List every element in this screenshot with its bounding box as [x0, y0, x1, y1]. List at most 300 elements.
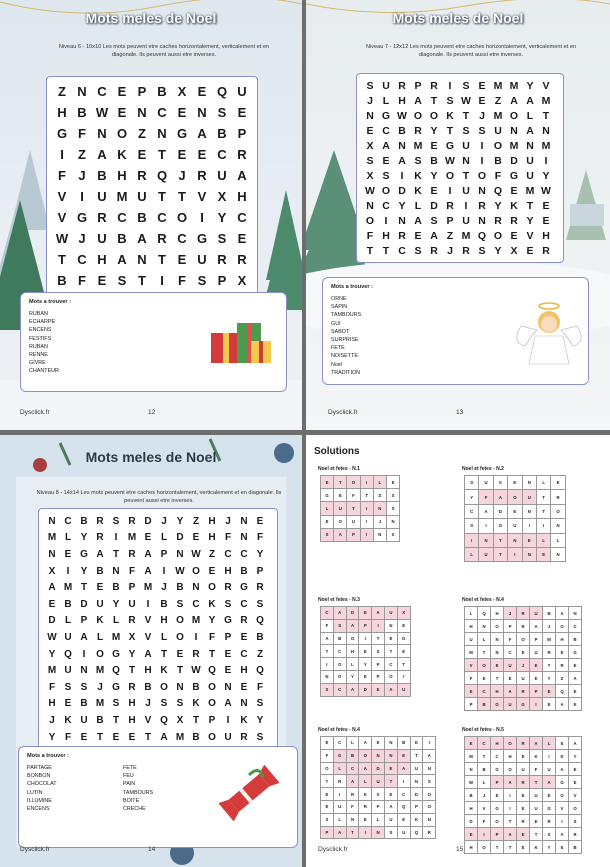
grid-cell[interactable]: X	[510, 244, 518, 257]
grid-cell[interactable]: I	[384, 214, 388, 227]
grid-cell[interactable]: E	[256, 515, 264, 527]
grid-cell[interactable]: R	[224, 582, 232, 594]
grid-cell[interactable]: O	[493, 139, 503, 152]
grid-cell[interactable]: E	[414, 229, 422, 242]
grid-cell[interactable]: I	[480, 154, 484, 167]
grid-cell[interactable]: A	[80, 631, 88, 643]
grid-cell[interactable]: Z	[494, 94, 502, 107]
grid-cell[interactable]: V	[197, 189, 207, 204]
grid-cell[interactable]: L	[414, 199, 422, 212]
grid-cell[interactable]: S	[217, 231, 227, 246]
grid-cell[interactable]: G	[112, 648, 120, 660]
grid-cell[interactable]: H	[128, 714, 136, 726]
grid-cell[interactable]: U	[494, 124, 502, 137]
grid-cell[interactable]: N	[176, 681, 184, 693]
grid-cell[interactable]: M	[541, 139, 551, 152]
grid-cell[interactable]: N	[366, 199, 374, 212]
grid-cell[interactable]: Y	[128, 648, 136, 660]
grid-cell[interactable]: S	[256, 731, 264, 743]
grid-cell[interactable]: M	[95, 665, 105, 677]
grid-cell[interactable]: K	[64, 714, 72, 726]
grid-cell[interactable]: O	[160, 681, 168, 693]
grid-cell[interactable]: O	[429, 109, 439, 122]
grid-cell[interactable]: O	[413, 109, 423, 122]
grid-cell[interactable]: R	[237, 252, 247, 267]
grid-cell[interactable]: H	[144, 665, 152, 677]
grid-cell[interactable]: P	[237, 126, 247, 141]
grid-cell[interactable]: W	[55, 231, 69, 246]
grid-cell[interactable]: G	[196, 231, 208, 246]
grid-cell[interactable]: W	[541, 184, 551, 197]
grid-cell[interactable]: A	[144, 648, 152, 660]
grid-cell[interactable]: E	[510, 229, 518, 242]
grid-cell[interactable]: B	[176, 582, 184, 594]
grid-cell[interactable]: S	[366, 154, 374, 167]
grid-cell[interactable]: V	[57, 210, 67, 225]
grid-cell[interactable]: S	[256, 698, 264, 710]
grid-cell[interactable]: E	[542, 199, 550, 212]
grid-cell[interactable]: S	[176, 698, 184, 710]
grid-cell[interactable]: I	[464, 199, 468, 212]
grid-cell[interactable]: N	[542, 124, 550, 137]
grid-cell[interactable]: G	[224, 615, 232, 627]
grid-cell[interactable]: G	[445, 139, 455, 152]
grid-cell[interactable]: R	[97, 210, 107, 225]
grid-cell[interactable]: E	[112, 731, 120, 743]
grid-cell[interactable]: K	[414, 184, 422, 197]
grid-cell[interactable]: Y	[494, 244, 502, 257]
grid-cell[interactable]: G	[76, 210, 88, 225]
grid-cell[interactable]: M	[493, 109, 503, 122]
grid-cell[interactable]: V	[144, 615, 152, 627]
grid-cell[interactable]: V	[144, 714, 152, 726]
grid-cell[interactable]: Q	[477, 229, 487, 242]
grid-cell[interactable]: N	[240, 532, 248, 544]
grid-cell[interactable]: N	[192, 582, 200, 594]
grid-cell[interactable]: Y	[217, 210, 227, 225]
grid-cell[interactable]: B	[160, 598, 168, 610]
grid-cell[interactable]: J	[49, 714, 55, 726]
grid-cell[interactable]: M	[127, 532, 137, 544]
grid-cell[interactable]: Q	[208, 665, 216, 677]
grid-cell[interactable]: E	[177, 252, 187, 267]
grid-cell[interactable]: D	[398, 184, 406, 197]
grid-cell[interactable]: C	[97, 84, 107, 99]
grid-cell[interactable]: Z	[78, 147, 86, 162]
grid-cell[interactable]: K	[192, 698, 200, 710]
grid-cell[interactable]: B	[192, 731, 200, 743]
grid-cell[interactable]: N	[137, 105, 147, 120]
grid-cell[interactable]: P	[128, 582, 136, 594]
grid-cell[interactable]: N	[224, 681, 232, 693]
grid-cell[interactable]: F	[256, 532, 264, 544]
grid-cell[interactable]: X	[128, 631, 136, 643]
grid-cell[interactable]: N	[80, 665, 88, 677]
grid-cell[interactable]: N	[240, 698, 248, 710]
grid-cell[interactable]: U	[237, 84, 247, 99]
grid-cell[interactable]: N	[137, 252, 147, 267]
grid-cell[interactable]: N	[478, 184, 486, 197]
grid-cell[interactable]: J	[447, 244, 453, 257]
grid-cell[interactable]: T	[158, 252, 166, 267]
grid-cell[interactable]: U	[217, 168, 227, 183]
grid-cell[interactable]: H	[382, 229, 390, 242]
grid-cell[interactable]: K	[208, 598, 216, 610]
grid-cell[interactable]: O	[381, 184, 391, 197]
grid-cell[interactable]: Y	[256, 714, 264, 726]
grid-cell[interactable]: C	[217, 147, 227, 162]
grid-cell[interactable]: I	[200, 210, 204, 225]
grid-cell[interactable]: J	[225, 515, 231, 527]
grid-cell[interactable]: S	[217, 105, 227, 120]
grid-cell[interactable]: E	[237, 231, 247, 246]
grid-cell[interactable]: B	[144, 681, 152, 693]
grid-cell[interactable]: Q	[156, 168, 168, 183]
grid-cell[interactable]: E	[240, 681, 248, 693]
grid-cell[interactable]: H	[208, 532, 216, 544]
grid-cell[interactable]: T	[446, 124, 454, 137]
grid-cell[interactable]: Y	[48, 731, 56, 743]
grid-cell[interactable]: L	[96, 631, 104, 643]
grid-cell[interactable]: Y	[430, 124, 438, 137]
grid-cell[interactable]: D	[48, 615, 56, 627]
grid-cell[interactable]: A	[48, 582, 56, 594]
grid-cell[interactable]: L	[160, 631, 168, 643]
grid-cell[interactable]: E	[48, 598, 56, 610]
grid-cell[interactable]: Q	[216, 84, 228, 99]
grid-cell[interactable]: Q	[256, 615, 264, 627]
grid-cell[interactable]: T	[382, 244, 390, 257]
grid-cell[interactable]: E	[366, 124, 374, 137]
grid-cell[interactable]: K	[160, 665, 168, 677]
grid-cell[interactable]: U	[64, 665, 72, 677]
grid-cell[interactable]: R	[542, 244, 550, 257]
grid-cell[interactable]: N	[77, 84, 87, 99]
grid-cell[interactable]: S	[366, 79, 374, 92]
grid-cell[interactable]: B	[96, 565, 104, 577]
grid-cell[interactable]: Y	[48, 648, 56, 660]
grid-cell[interactable]: R	[462, 244, 470, 257]
grid-cell[interactable]: D	[144, 515, 152, 527]
grid-cell[interactable]: B	[137, 210, 147, 225]
grid-cell[interactable]: W	[175, 565, 185, 577]
grid-cell[interactable]: S	[414, 244, 422, 257]
grid-cell[interactable]: D	[510, 154, 518, 167]
grid-cell[interactable]: C	[398, 244, 406, 257]
grid-cell[interactable]: E	[382, 154, 390, 167]
grid-cell[interactable]: O	[493, 229, 503, 242]
grid-cell[interactable]: E	[478, 79, 486, 92]
grid-cell[interactable]: B	[256, 631, 264, 643]
grid-cell[interactable]: C	[382, 199, 390, 212]
grid-cell[interactable]: X	[237, 273, 247, 288]
grid-cell[interactable]: E	[97, 273, 107, 288]
grid-cell[interactable]: I	[400, 169, 404, 182]
grid-cell[interactable]: R	[237, 147, 247, 162]
grid-cell[interactable]: S	[430, 214, 438, 227]
grid-cell[interactable]: H	[237, 189, 247, 204]
grid-cell[interactable]: B	[80, 698, 88, 710]
grid-cell[interactable]: Y	[176, 515, 184, 527]
grid-cell[interactable]: W	[95, 105, 109, 120]
grid-cell[interactable]: R	[197, 168, 207, 183]
grid-cell[interactable]: C	[240, 648, 248, 660]
grid-cell[interactable]: S	[197, 273, 207, 288]
grid-cell[interactable]: S	[160, 698, 168, 710]
grid-cell[interactable]: X	[177, 84, 187, 99]
grid-cell[interactable]: Q	[493, 184, 503, 197]
grid-cell[interactable]: S	[80, 681, 88, 693]
grid-cell[interactable]: A	[526, 94, 534, 107]
grid-cell[interactable]: N	[48, 515, 56, 527]
grid-cell[interactable]: P	[414, 79, 422, 92]
grid-cell[interactable]: F	[128, 565, 136, 577]
grid-cell[interactable]: T	[128, 665, 136, 677]
grid-cell[interactable]: U	[526, 154, 534, 167]
grid-cell[interactable]: R	[128, 615, 136, 627]
grid-cell[interactable]: K	[117, 147, 127, 162]
grid-cell[interactable]: A	[144, 548, 152, 560]
grid-cell[interactable]: T	[138, 273, 146, 288]
grid-cell[interactable]: X	[366, 139, 374, 152]
grid-cell[interactable]: M	[175, 731, 185, 743]
grid-cell[interactable]: T	[158, 147, 166, 162]
grid-cell[interactable]: T	[58, 252, 66, 267]
grid-cell[interactable]: E	[96, 582, 104, 594]
grid-cell[interactable]: S	[64, 681, 72, 693]
grid-cell[interactable]: E	[224, 648, 232, 660]
grid-cell[interactable]: R	[510, 214, 518, 227]
grid-cell[interactable]: P	[208, 714, 216, 726]
grid-cell[interactable]: A	[237, 168, 247, 183]
grid-cell[interactable]: F	[256, 681, 264, 693]
grid-cell[interactable]: A	[197, 126, 207, 141]
grid-cell[interactable]: E	[64, 698, 72, 710]
grid-cell[interactable]: N	[526, 139, 534, 152]
grid-cell[interactable]: M	[111, 631, 121, 643]
grid-cell[interactable]: N	[398, 139, 406, 152]
grid-cell[interactable]: B	[57, 273, 67, 288]
grid-cell[interactable]: D	[430, 199, 438, 212]
grid-cell[interactable]: J	[367, 94, 373, 107]
grid-cell[interactable]: K	[510, 199, 518, 212]
grid-cell[interactable]: I	[162, 565, 166, 577]
grid-cell[interactable]: C	[224, 548, 232, 560]
grid-cell[interactable]: N	[157, 126, 167, 141]
grid-cell[interactable]: S	[176, 598, 184, 610]
grid-cell[interactable]: Z	[256, 648, 264, 660]
grid-cell[interactable]: R	[192, 648, 200, 660]
grid-cell[interactable]: R	[96, 532, 104, 544]
grid-cell[interactable]: C	[382, 124, 390, 137]
grid-cell[interactable]: E	[177, 147, 187, 162]
grid-cell[interactable]: C	[240, 548, 248, 560]
grid-cell[interactable]: G	[381, 109, 391, 122]
grid-cell[interactable]: O	[477, 169, 487, 182]
grid-cell[interactable]: I	[80, 189, 84, 204]
grid-cell[interactable]: H	[398, 94, 406, 107]
grid-cell[interactable]: M	[509, 79, 519, 92]
grid-cell[interactable]: S	[224, 598, 232, 610]
grid-cell[interactable]: K	[240, 714, 248, 726]
grid-cell[interactable]: E	[208, 565, 216, 577]
grid-cell[interactable]: M	[47, 665, 57, 677]
grid-cell[interactable]: L	[526, 109, 534, 122]
grid-cell[interactable]: X	[176, 714, 184, 726]
grid-cell[interactable]: F	[48, 681, 56, 693]
grid-cell[interactable]: Y	[430, 169, 438, 182]
grid-cell[interactable]: J	[97, 681, 103, 693]
grid-cell[interactable]: N	[97, 126, 107, 141]
grid-cell[interactable]: A	[144, 565, 152, 577]
grid-cell[interactable]: M	[63, 582, 73, 594]
grid-cell[interactable]: A	[117, 252, 127, 267]
grid-cell[interactable]: W	[445, 154, 455, 167]
grid-cell[interactable]: X	[366, 169, 374, 182]
grid-cell[interactable]: T	[158, 189, 166, 204]
grid-cell[interactable]: T	[192, 714, 200, 726]
grid-cell[interactable]: R	[128, 681, 136, 693]
grid-cell[interactable]: P	[256, 565, 264, 577]
grid-cell[interactable]: G	[176, 126, 188, 141]
grid-cell[interactable]: E	[240, 631, 248, 643]
grid-cell[interactable]: R	[157, 231, 167, 246]
grid-cell[interactable]: E	[64, 548, 72, 560]
grid-cell[interactable]: U	[197, 252, 207, 267]
grid-cell[interactable]: T	[112, 714, 120, 726]
grid-cell[interactable]: Z	[192, 515, 200, 527]
grid-cell[interactable]: F	[178, 273, 186, 288]
grid-cell[interactable]: S	[446, 94, 454, 107]
grid-cell[interactable]: B	[398, 124, 406, 137]
grid-cell[interactable]: T	[542, 109, 550, 122]
grid-cell[interactable]: M	[191, 615, 201, 627]
grid-cell[interactable]: U	[137, 189, 147, 204]
grid-cell[interactable]: Z	[58, 84, 66, 99]
grid-cell[interactable]: T	[178, 189, 186, 204]
grid-cell[interactable]: E	[224, 665, 232, 677]
grid-cell[interactable]: U	[64, 631, 72, 643]
grid-cell[interactable]: Z	[138, 126, 146, 141]
grid-cell[interactable]: X	[48, 565, 56, 577]
grid-cell[interactable]: H	[128, 698, 136, 710]
grid-cell[interactable]: R	[478, 199, 486, 212]
grid-cell[interactable]: Y	[398, 199, 406, 212]
grid-cell[interactable]: G	[80, 548, 88, 560]
grid-cell[interactable]: Z	[446, 229, 454, 242]
grid-cell[interactable]: O	[208, 681, 216, 693]
grid-cell[interactable]: R	[240, 615, 248, 627]
grid-cell[interactable]: B	[494, 154, 502, 167]
grid-cell[interactable]: U	[462, 184, 470, 197]
grid-cell[interactable]: K	[446, 109, 454, 122]
grid-cell[interactable]: U	[462, 214, 470, 227]
grid-cell[interactable]: L	[64, 615, 72, 627]
grid-cell[interactable]: E	[430, 139, 438, 152]
grid-cell[interactable]: O	[445, 169, 455, 182]
grid-cell[interactable]: F	[224, 532, 232, 544]
grid-cell[interactable]: W	[47, 631, 57, 643]
grid-cell[interactable]: E	[80, 731, 88, 743]
grid-cell[interactable]: B	[64, 598, 72, 610]
grid-cell[interactable]: T	[526, 199, 534, 212]
grid-cell[interactable]: M	[413, 139, 423, 152]
grid-cell[interactable]: S	[462, 79, 470, 92]
grid-cell[interactable]: I	[448, 79, 452, 92]
grid-cell[interactable]: T	[160, 648, 168, 660]
grid-cell[interactable]: R	[430, 79, 438, 92]
grid-cell[interactable]: A	[137, 231, 147, 246]
grid-cell[interactable]: S	[382, 169, 390, 182]
grid-cell[interactable]: P	[224, 631, 232, 643]
grid-cell[interactable]: F	[494, 169, 502, 182]
grid-cell[interactable]: K	[414, 169, 422, 182]
grid-cell[interactable]: A	[510, 94, 518, 107]
grid-cell[interactable]: L	[382, 94, 390, 107]
grid-cell[interactable]: E	[430, 184, 438, 197]
grid-cell[interactable]: Y	[542, 169, 550, 182]
grid-cell[interactable]: A	[414, 214, 422, 227]
grid-cell[interactable]: Y	[112, 598, 120, 610]
grid-cell[interactable]: F	[366, 229, 374, 242]
grid-cell[interactable]: U	[96, 598, 104, 610]
grid-cell[interactable]: F	[78, 273, 86, 288]
grid-cell[interactable]: O	[509, 109, 519, 122]
grid-cell[interactable]: A	[398, 154, 406, 167]
grid-cell[interactable]: M	[47, 532, 57, 544]
grid-cell[interactable]: P	[160, 548, 168, 560]
grid-cell[interactable]: E	[526, 244, 534, 257]
grid-cell[interactable]: N	[112, 565, 120, 577]
grid-cell[interactable]: S	[414, 154, 422, 167]
grid-cell[interactable]: M	[143, 582, 153, 594]
grid-cell[interactable]: M	[95, 698, 105, 710]
grid-cell[interactable]: H	[48, 698, 56, 710]
grid-cell[interactable]: T	[96, 731, 104, 743]
grid-cell[interactable]: N	[48, 548, 56, 560]
grid-cell[interactable]: E	[478, 94, 486, 107]
grid-cell[interactable]: R	[446, 199, 454, 212]
grid-cell[interactable]: I	[82, 648, 86, 660]
grid-cell[interactable]: T	[144, 731, 152, 743]
grid-cell[interactable]: W	[191, 548, 201, 560]
grid-cell[interactable]: V	[526, 229, 534, 242]
grid-cell[interactable]: L	[112, 615, 120, 627]
grid-cell[interactable]: D	[176, 532, 184, 544]
grid-cell[interactable]: C	[157, 210, 167, 225]
grid-cell[interactable]: E	[144, 532, 152, 544]
grid-cell[interactable]: N	[462, 154, 470, 167]
grid-cell[interactable]: Q	[64, 648, 72, 660]
grid-cell[interactable]: E	[237, 105, 247, 120]
grid-cell[interactable]: E	[128, 731, 136, 743]
grid-cell[interactable]: U	[97, 189, 107, 204]
grid-cell[interactable]: Y	[526, 79, 534, 92]
grid-cell[interactable]: M	[509, 139, 519, 152]
grid-cell[interactable]: Y	[80, 565, 88, 577]
grid-cell[interactable]: Q	[256, 665, 264, 677]
grid-cell[interactable]: O	[208, 698, 216, 710]
grid-cell[interactable]: U	[462, 139, 470, 152]
grid-cell[interactable]: H	[240, 665, 248, 677]
grid-cell[interactable]: K	[96, 615, 104, 627]
grid-cell[interactable]: B	[430, 154, 438, 167]
grid-cell[interactable]: U	[80, 714, 88, 726]
grid-cell[interactable]: J	[161, 582, 167, 594]
grid-cell[interactable]: J	[78, 168, 86, 183]
grid-cell[interactable]: Y	[80, 532, 88, 544]
grid-cell[interactable]: I	[226, 714, 230, 726]
